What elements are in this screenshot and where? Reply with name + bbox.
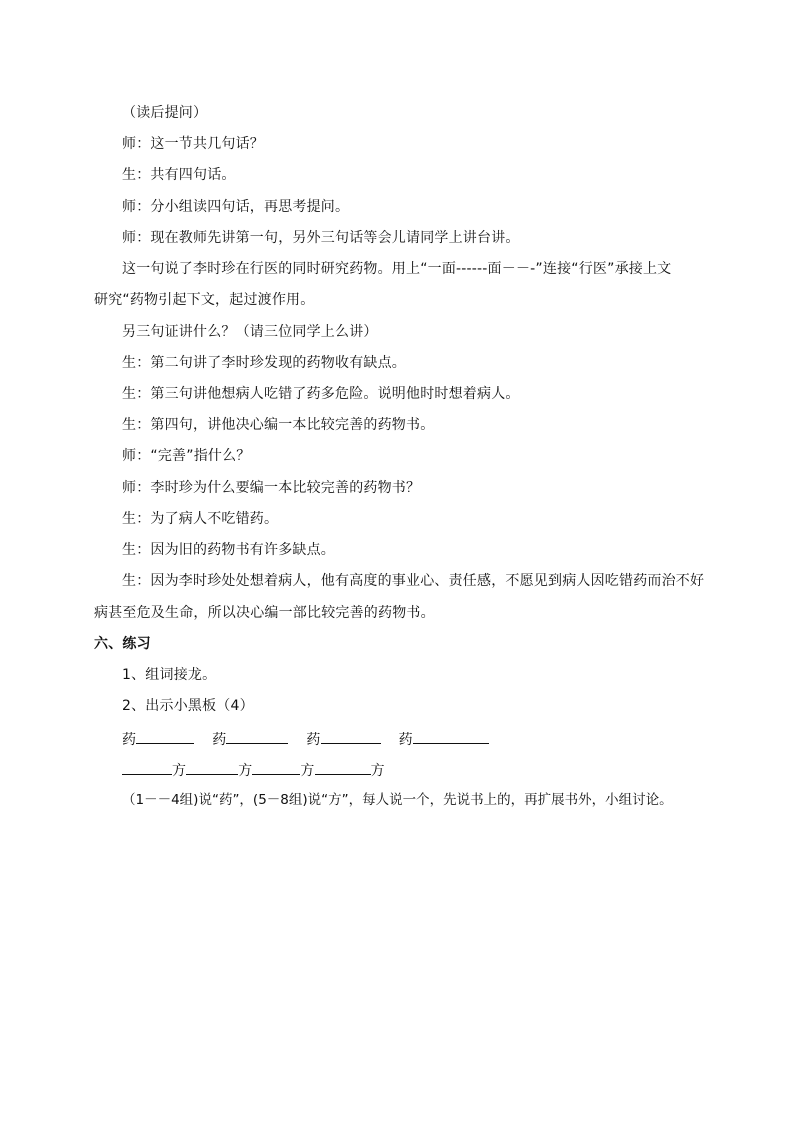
fang-char: 方 [172,763,187,779]
text-line-4: 师：分小组读四句话，再思考提问。 [122,199,350,215]
yao-char: 药 [398,732,413,748]
yao-char: 药 [212,732,227,748]
text-line-7: 研究“药物引起下文，起过渡作用。 [94,292,315,308]
text-line-5: 师：现在教师先讲第一句，另外三句话等会儿请同学上讲台讲。 [122,230,520,246]
blank-field [315,760,371,775]
yao-char: 药 [306,732,321,748]
blank-field [122,760,172,775]
text-line-13: 师：李时珍为什么要编一本比较完善的药物书？ [122,480,421,496]
text-line-8: 另三句证讲什么？（请三位同学上么讲） [122,324,378,340]
text-line-16: 生：因为李时珍处处想着病人，他有高度的事业心、责任感，不愿见到病人因吃错药而治不好 [122,573,705,589]
text-line-6: 这一句说了李时珍在行医的同时研究药物。用上“一面------面－－-”连接“行医”承接上文 [122,261,672,277]
yao-char: 药 [122,732,137,748]
blank-field [226,729,288,744]
text-line-15: 生：因为旧的药物书有许多缺点。 [122,542,335,558]
exercise-item-1: 1、组词接龙。 [122,667,217,683]
exercise-item-2: 2、出示小黑板（4） [122,698,254,714]
section-heading: 六、练习 [94,636,151,652]
fang-char: 方 [238,763,253,779]
fang-char: 方 [300,763,315,779]
text-line-3: 生：共有四句话。 [122,167,236,183]
blank-field [413,729,489,744]
text-line-1: （读后提问） [122,105,208,121]
blank-field [252,760,300,775]
text-line-9: 生：第二句讲了李时珍发现的药物收有缺点。 [122,355,406,371]
text-line-2: 师：这一节共几句话？ [122,136,264,152]
blank-field [136,729,194,744]
fill-blank-row-fang [122,760,385,780]
text-line-10: 生：第三句讲他想病人吃错了药多危险。说明他时时想着病人。 [122,386,520,402]
fill-blank-row-yao [122,729,489,749]
text-line-11: 生：第四句，讲他决心编一本比较完善的药物书。 [122,417,435,433]
blank-field [321,729,381,744]
exercise-closing-note: （1－－4组)说“药”，(5－8组)说“方”，每人说一个，先说书上的，再扩展书外，小组讨论。 [122,792,673,808]
text-line-14: 生：为了病人不吃错药。 [122,511,279,527]
blank-field [186,760,238,775]
text-line-12: 师：“完善”指什么？ [122,448,251,464]
text-line-17: 病甚至危及生命，所以决心编一部比较完善的药物书。 [94,605,435,621]
fang-char: 方 [370,763,385,779]
